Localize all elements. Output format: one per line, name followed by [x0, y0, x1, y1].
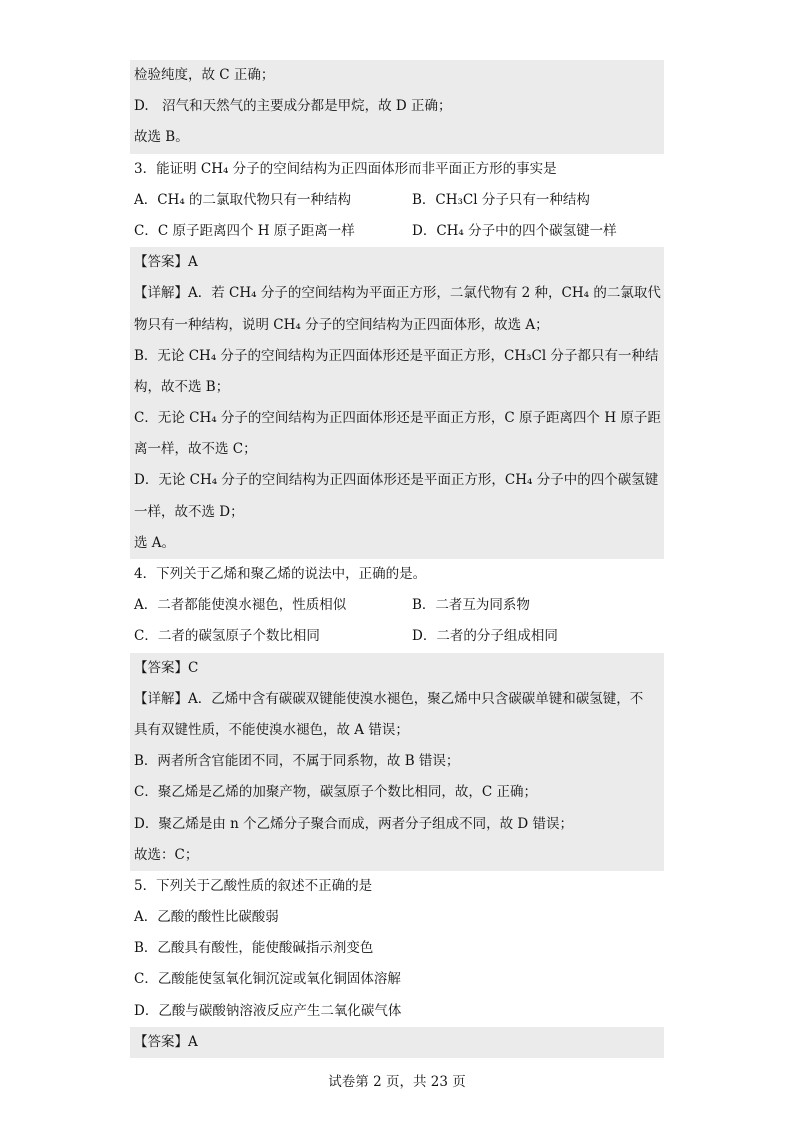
option-row — [130, 216, 664, 247]
option-text: D．CH₄ 分子中的四个碳氢键一样 — [412, 222, 617, 239]
text-line: 【详解】A．若 CH₄ 分子的空间结构为平面正方形，二氯代物有 2 种，CH₄ 的二氯取代 — [130, 278, 664, 309]
text-line: 物只有一种结构，说明 CH₄ 分子的空间结构为正四面体形，故选 A； — [130, 310, 664, 341]
text-line: D．乙酸与碳酸钠溶液反应产生二氧化碳气体 — [134, 1002, 402, 1019]
text-line: 【详解】A．乙烯中含有碳碳双键能使溴水褪色，聚乙烯中只含碳碳单键和碳氢键，不 — [130, 684, 664, 715]
text-line: 【答案】A — [130, 1027, 664, 1058]
text-line: 【答案】A — [130, 247, 664, 278]
option-row — [130, 621, 664, 652]
text-line: 具有双键性质，不能使溴水褪色，故 A 错误； — [130, 715, 664, 746]
text-line: 故选：C； — [130, 840, 664, 871]
option-row — [130, 590, 664, 621]
option-row — [130, 185, 664, 216]
text-line: B．无论 CH₄ 分子的空间结构为正四面体形还是平面正方形，CH₃Cl 分子都只有一种结 — [130, 341, 664, 372]
option-text: C．二者的碳氢原子个数比相同 — [134, 628, 320, 645]
option-text: D．二者的分子组成相同 — [412, 628, 558, 645]
option-text: B．二者互为同系物 — [412, 597, 530, 614]
text-line: B．两者所含官能团不同，不属于同系物，故 B 错误； — [130, 746, 664, 777]
option-text: B．CH₃Cl 分子只有一种结构 — [412, 191, 590, 208]
text-line: A．乙酸的酸性比碳酸弱 — [134, 909, 279, 926]
text-line: 【答案】C — [130, 653, 664, 684]
text-line: D．无论 CH₄ 分子的空间结构为正四面体形还是平面正方形，CH₄ 分子中的四个碳氢键 — [130, 465, 664, 496]
option-text: A．二者都能使溴水褪色，性质相似 — [134, 597, 347, 614]
option-text: A．CH₄ 的二氯取代物只有一种结构 — [134, 191, 352, 208]
page-footer: 试卷第 2 页，共 23 页 — [328, 1074, 466, 1090]
text-line: C．聚乙烯是乙烯的加聚产物，碳氢原子个数比相同，故，C 正确； — [130, 777, 664, 808]
text-line: 检验纯度，故 C 正确； — [130, 60, 664, 91]
text-line: C．乙酸能使氢氧化铜沉淀或氧化铜固体溶解 — [134, 971, 401, 988]
text-line: 3．能证明 CH₄ 分子的空间结构为正四面体形而非平面正方形的事实是 — [134, 160, 557, 177]
text-line: D．聚乙烯是由 n 个乙烯分子聚合而成，两者分子组成不同，故 D 错误； — [130, 809, 664, 840]
text-line: 故选 B。 — [130, 122, 664, 153]
text-line: 离一样，故不选 C； — [130, 434, 664, 465]
text-line: 选 A。 — [130, 528, 664, 559]
text-line: 5．下列关于乙酸性质的叙述不正确的是 — [134, 877, 373, 894]
text-line: 一样，故不选 D； — [130, 497, 664, 528]
text-line: D. 沼气和天然气的主要成分都是甲烷，故 D 正确； — [130, 91, 664, 122]
text-line: C．无论 CH₄ 分子的空间结构为正四面体形还是平面正方形，C 原子距离四个 H 原子距 — [130, 403, 664, 434]
page-content — [130, 60, 664, 1058]
text-line: 4．下列关于乙烯和聚乙烯的说法中，正确的是。 — [134, 566, 427, 582]
text-line: 构，故不选 B； — [130, 372, 664, 403]
text-line: B．乙酸具有酸性，能使酸碱指示剂变色 — [134, 940, 374, 957]
option-text: C．C 原子距离四个 H 原子距离一样 — [134, 222, 355, 239]
